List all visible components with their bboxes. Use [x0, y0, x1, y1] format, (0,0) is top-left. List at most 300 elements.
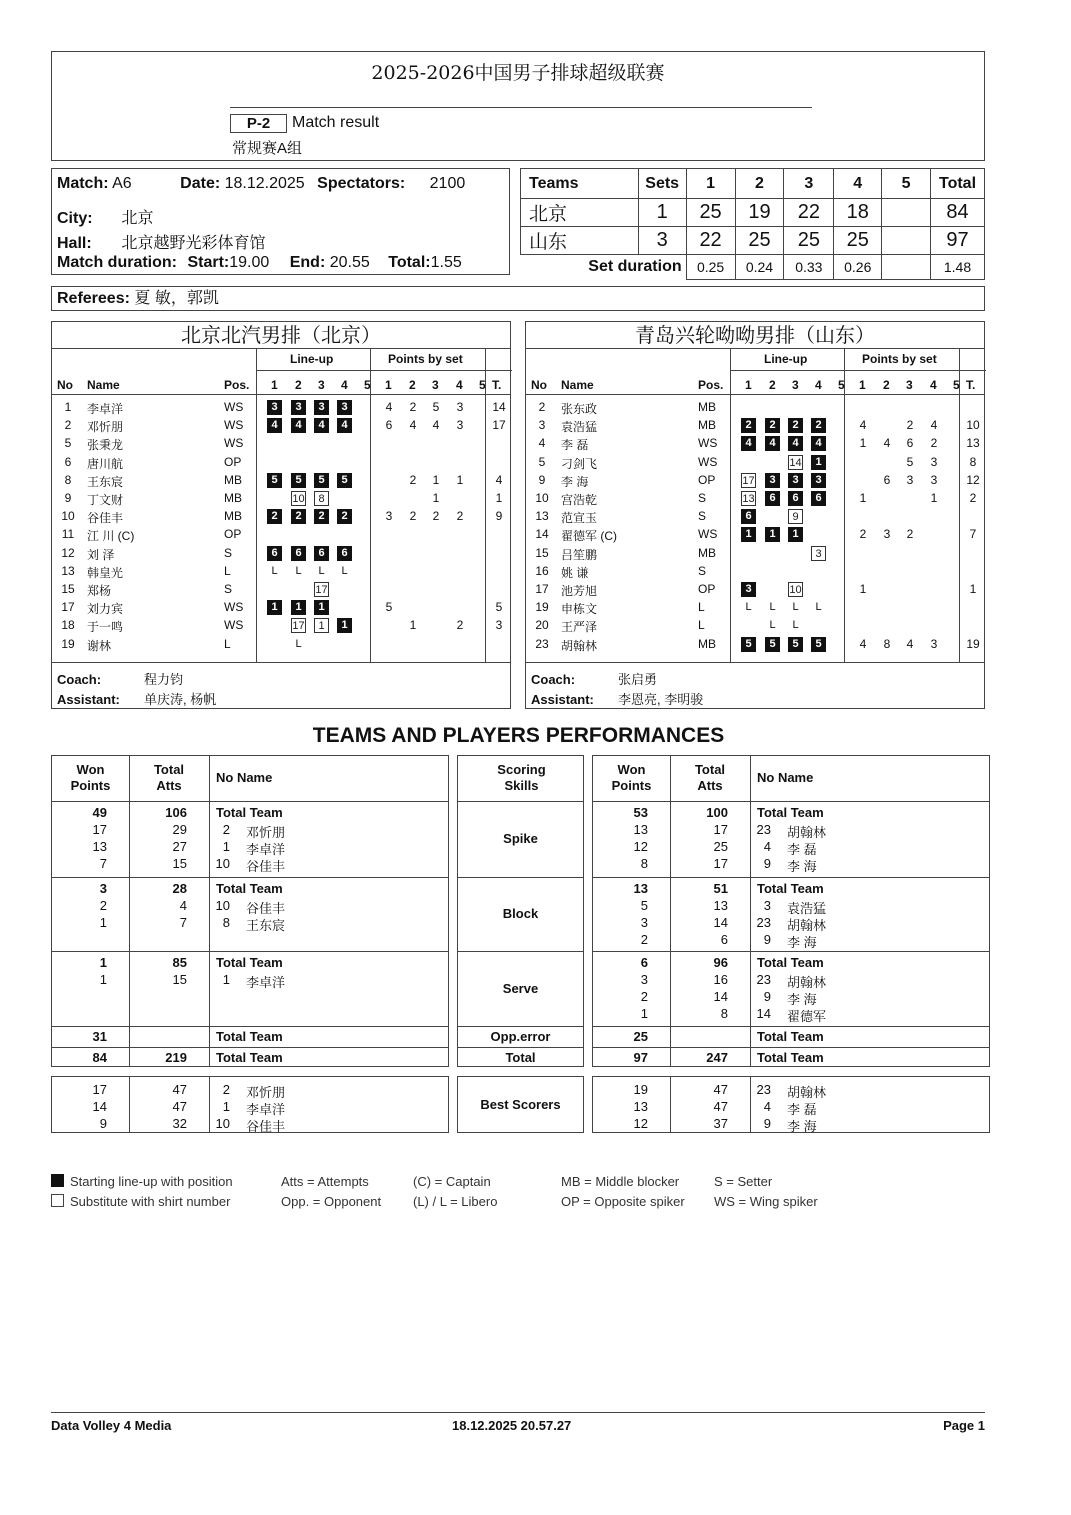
player-row [526, 635, 984, 653]
player-name: 李 海 [787, 992, 817, 1007]
set-3-header: 3 [784, 169, 834, 199]
player-row [52, 598, 510, 616]
player-name: 张秉龙 [87, 438, 124, 453]
player-name: 刘力宾 [87, 602, 124, 617]
player-row [52, 616, 510, 634]
player-position: MB [224, 472, 242, 487]
total-atts: 16 [713, 972, 728, 987]
player-name: Total Team [757, 1029, 824, 1044]
home-set-5 [882, 199, 931, 227]
player-position: WS [698, 436, 718, 451]
player-number: 16 [535, 563, 549, 578]
lineup-cell: 1 [811, 455, 826, 470]
set-points: 3 [883, 527, 891, 542]
player-number: 19 [61, 636, 75, 651]
player-position: MB [698, 418, 716, 433]
player-number: 2 [538, 400, 546, 414]
lineup-cell: 5 [291, 473, 306, 488]
total-label: Total: [388, 254, 431, 271]
total-atts: 14 [713, 989, 728, 1004]
player-name: 姚 谦 [561, 565, 589, 580]
player-no: 23 [756, 1082, 771, 1097]
lineup-cell: 6 [765, 491, 780, 506]
set-points: 4 [883, 436, 891, 451]
player-number: 1 [64, 400, 72, 414]
lineup-set-header: 1 [271, 378, 278, 392]
player-name: Total Team [216, 955, 283, 970]
won-points: 17 [92, 1082, 107, 1097]
home-set-4: 18 [834, 199, 882, 227]
lineup-cell: 10 [292, 493, 305, 505]
player-position: L [224, 563, 231, 578]
player-number: 13 [535, 509, 549, 524]
won-points: 5 [640, 898, 648, 913]
lineup-cell: 17 [292, 620, 305, 633]
away-roster [525, 321, 985, 709]
set-points: 2 [409, 509, 417, 524]
coach-label: Coach: [531, 672, 576, 687]
assistant-label: Assistant: [531, 692, 594, 707]
row-divider [52, 801, 448, 802]
player-total-points: 10 [966, 418, 980, 433]
player-position: S [698, 491, 707, 505]
lineup-cell: L [792, 601, 799, 614]
filled-square-icon [51, 1174, 64, 1187]
player-no: 10 [215, 898, 230, 913]
lineup-set-header: 2 [769, 378, 776, 392]
home-roster [51, 321, 511, 709]
player-total-points: 19 [966, 636, 980, 651]
player-position: MB [698, 545, 716, 560]
player-no: 2 [222, 822, 230, 837]
points-set-header: 5 [953, 378, 960, 392]
player-name: 王东宸 [87, 474, 124, 489]
assistant-names: 单庆涛, 杨帆 [144, 692, 217, 707]
player-row [52, 453, 510, 471]
page-footer [51, 1412, 985, 1433]
total-atts: 6 [720, 932, 728, 947]
home-team-short: 北京 [521, 199, 639, 227]
lineup-set-header: 5 [364, 378, 371, 392]
empty-square-icon [51, 1194, 64, 1207]
legend-captain: (C) = Captain [413, 1174, 491, 1189]
player-name: 范宣玉 [561, 511, 598, 526]
row-divider [458, 801, 583, 802]
player-name: 李 海 [787, 1119, 817, 1134]
match-number: A6 [112, 175, 132, 192]
column-divider [670, 756, 671, 1066]
player-number: 17 [61, 600, 75, 615]
won-points: 8 [640, 856, 648, 871]
player-position: MB [224, 491, 242, 505]
lineup-cell: 1 [765, 527, 780, 542]
legend-atts: Atts = Attempts [281, 1174, 369, 1189]
no-name-header: No Name [757, 770, 814, 785]
player-name: 刘 泽 [87, 547, 115, 562]
lineup-set-header: 3 [792, 378, 799, 392]
player-name: 唐川航 [87, 456, 124, 471]
set-points: 3 [456, 400, 464, 414]
player-number: 8 [64, 472, 72, 487]
player-position: L [698, 618, 705, 633]
won-points: 97 [633, 1050, 648, 1065]
player-no: 10 [215, 856, 230, 871]
won-points: 17 [92, 822, 107, 837]
set-points: 6 [883, 472, 891, 487]
player-number: 17 [535, 582, 549, 596]
player-name: 江 川 (C) [87, 529, 135, 544]
player-position: MB [698, 400, 716, 414]
set-4-duration: 0.26 [834, 255, 882, 280]
player-total-points: 13 [966, 436, 980, 451]
player-no: 4 [763, 839, 771, 854]
lineup-cell: 8 [314, 491, 329, 506]
away-set-1: 22 [686, 227, 735, 255]
total-atts: 85 [172, 955, 187, 970]
lineup-cell: 2 [337, 509, 352, 524]
points-set-header: 4 [456, 378, 463, 392]
row-divider [593, 1026, 989, 1027]
player-number: 19 [535, 600, 549, 615]
player-no: 9 [763, 1116, 771, 1131]
lineup-cell: 2 [291, 509, 306, 524]
name-header: Name [87, 378, 120, 392]
lineup-set-header: 5 [838, 378, 845, 392]
total-atts-header: Total Atts [153, 762, 185, 793]
best-scorers-right [592, 1076, 990, 1133]
set-2-header: 2 [735, 169, 784, 199]
best-scorers-label-box [457, 1076, 584, 1133]
coach-line [531, 669, 657, 688]
scoring-skills-column [457, 755, 584, 1067]
set-points: 3 [456, 418, 464, 433]
lineup-cell: 3 [337, 400, 352, 415]
player-name: 李 海 [787, 935, 817, 950]
lineup-cell: 4 [788, 436, 803, 451]
total-atts: 32 [172, 1116, 187, 1131]
set-points: 1 [859, 436, 867, 451]
lineup-cell: 5 [337, 473, 352, 488]
total-atts: 14 [713, 915, 728, 930]
lineup-cell: 6 [741, 509, 756, 524]
lineup-cell: 17 [742, 474, 755, 487]
player-row [526, 616, 984, 634]
column-divider [129, 1077, 130, 1132]
row-divider [52, 877, 448, 878]
player-position: WS [224, 600, 244, 615]
no-header: No [57, 378, 73, 392]
player-name: 李卓洋 [87, 402, 124, 416]
won-points: 9 [99, 1116, 107, 1131]
spectators-label: Spectators: [317, 175, 406, 192]
lineup-cell: 13 [742, 493, 755, 505]
points-set-header: 2 [409, 378, 416, 392]
player-position: S [224, 545, 233, 560]
total-duration: 1.55 [430, 254, 462, 271]
player-name: Total Team [757, 1050, 824, 1065]
total-atts: 28 [172, 881, 187, 896]
total-points-header: T. [492, 378, 502, 392]
player-no: 1 [222, 839, 230, 854]
roster-rule [52, 394, 510, 395]
pos-header: Pos. [224, 378, 250, 392]
lineup-cell: 3 [267, 400, 282, 415]
total-atts: 17 [713, 856, 728, 871]
player-row [52, 580, 510, 598]
player-row [52, 525, 510, 543]
referees-names: 夏 敏，郭凯 [134, 290, 219, 307]
assistant-line [531, 689, 703, 708]
player-no: 3 [763, 898, 771, 913]
legend-libero: (L) / L = Libero [413, 1194, 498, 1209]
player-number: 2 [64, 418, 72, 433]
player-name: Total Team [216, 805, 283, 820]
set-4-header: 4 [834, 169, 882, 199]
set-points: 3 [930, 636, 938, 651]
player-name: 胡翰林 [787, 825, 827, 840]
player-row [52, 635, 510, 653]
lineup-cell: 1 [337, 618, 352, 633]
lineup-cell: 1 [291, 600, 306, 615]
lineup-cell: 1 [314, 600, 329, 615]
lineup-cell: 2 [811, 418, 826, 433]
lineup-cell: 5 [811, 637, 826, 652]
won-points: 13 [92, 839, 107, 854]
column-divider [209, 756, 210, 1066]
total-atts: 37 [713, 1116, 728, 1131]
city-label: City: [57, 210, 93, 227]
lineup-cell: 3 [741, 582, 756, 597]
coach-line [57, 669, 183, 688]
set-points: 1 [859, 491, 867, 505]
player-no: 2 [222, 1082, 230, 1097]
player-name: 谢林 [87, 638, 112, 653]
player-position: WS [224, 418, 244, 433]
player-name: 胡翰林 [787, 918, 827, 933]
total-atts: 47 [713, 1082, 728, 1097]
total-atts: 7 [179, 915, 187, 930]
player-name: 王东宸 [246, 918, 286, 933]
match-info [51, 168, 510, 275]
legend-substitute [51, 1194, 230, 1209]
set-points: 6 [906, 436, 914, 451]
won-points: 49 [92, 805, 107, 820]
away-team-short: 山东 [521, 227, 639, 255]
total-atts: 17 [713, 822, 728, 837]
player-number: 14 [535, 527, 549, 542]
spectators-count: 2100 [429, 175, 466, 192]
column-divider [129, 756, 130, 1066]
lineup-cell: 3 [811, 473, 826, 488]
lineup-cell: L [295, 564, 302, 577]
won-points: 3 [99, 881, 107, 896]
set-points: 1 [930, 491, 938, 505]
away-total: 97 [931, 227, 985, 255]
match-date: 18.12.2025 [224, 175, 305, 192]
competition-title: 2025-2026中国男子排球超级联赛 [371, 62, 665, 84]
column-divider [209, 1077, 210, 1132]
lineup-header: Line-up [290, 352, 334, 366]
player-position: OP [224, 527, 242, 542]
player-position: MB [224, 509, 242, 524]
set-points: 1 [456, 472, 464, 487]
player-name: 谷佳丰 [246, 859, 286, 874]
hall-label: Hall: [57, 235, 92, 252]
legend-starting-text: Starting line-up with position [70, 1174, 233, 1189]
footer-page: Page 1 [943, 1418, 985, 1433]
player-no: 9 [763, 856, 771, 871]
won-points: 12 [633, 839, 648, 854]
lineup-set-header: 4 [341, 378, 348, 392]
team-name: 青岛兴轮呦呦男排（山东） [526, 322, 984, 349]
player-no: 1 [222, 972, 230, 987]
won-points: 1 [640, 1006, 648, 1021]
player-name: 邓忻朋 [87, 420, 124, 435]
player-name: 翟德军 [787, 1009, 827, 1024]
player-row [526, 398, 984, 416]
lineup-cell: 2 [788, 418, 803, 433]
lineup-cell: 1 [267, 600, 282, 615]
lineup-cell: L [295, 637, 302, 650]
player-position: S [224, 582, 233, 596]
legend-ws: WS = Wing spiker [714, 1194, 818, 1209]
best-scorers-left [51, 1076, 449, 1133]
scoreboard-row-home [521, 199, 985, 227]
row-divider [593, 877, 989, 878]
player-total-points: 7 [969, 527, 977, 542]
city-value: 北京 [121, 210, 154, 227]
legend-s: S = Setter [714, 1174, 773, 1189]
player-position: L [224, 636, 231, 651]
set-duration-row [521, 255, 985, 280]
performance-right-table [592, 755, 990, 1067]
name-header: Name [561, 378, 594, 392]
set-points: 2 [859, 527, 867, 542]
player-no: 23 [756, 822, 771, 837]
set-scoreboard [520, 168, 985, 275]
total-atts: 15 [172, 856, 187, 871]
player-name: 李 磊 [787, 842, 817, 857]
set-points: 4 [930, 418, 938, 433]
player-number: 9 [64, 491, 72, 505]
total-header: Total [931, 169, 985, 199]
legend-substitute-text: Substitute with shirt number [70, 1194, 231, 1209]
set-points: 2 [432, 509, 440, 524]
total-atts: 96 [713, 955, 728, 970]
won-points: 2 [99, 898, 107, 913]
total-atts: 15 [172, 972, 187, 987]
legend-starting [51, 1174, 233, 1189]
lineup-header: Line-up [764, 352, 808, 366]
won-points: 2 [640, 932, 648, 947]
lineup-cell: 3 [765, 473, 780, 488]
lineup-cell: L [769, 601, 776, 614]
header-rule [230, 107, 812, 108]
player-position: WS [698, 527, 718, 542]
points-set-header: 3 [432, 378, 439, 392]
player-name: 于一鸣 [87, 620, 124, 635]
won-points-header: Won Points [611, 762, 652, 793]
points-set-header: 3 [906, 378, 913, 392]
player-name: 翟德军 (C) [561, 529, 617, 544]
row-divider [593, 1047, 989, 1048]
skill-label: Block [502, 906, 539, 921]
player-number: 15 [535, 545, 549, 560]
player-no: 23 [756, 915, 771, 930]
player-number: 5 [538, 454, 546, 469]
player-no: 10 [215, 1116, 230, 1131]
won-points: 31 [92, 1029, 107, 1044]
row-divider [593, 951, 989, 952]
lineup-cell: 4 [811, 436, 826, 451]
set-5-header: 5 [882, 169, 931, 199]
away-set-5 [882, 227, 931, 255]
won-points: 53 [633, 805, 648, 820]
player-number: 6 [64, 454, 72, 469]
player-name: 胡翰林 [787, 975, 827, 990]
player-total-points: 1 [969, 582, 977, 596]
set-points: 3 [385, 509, 393, 524]
total-atts: 29 [172, 822, 187, 837]
total-atts: 219 [165, 1050, 187, 1065]
coach-label: Coach: [57, 672, 102, 687]
set-points: 4 [859, 636, 867, 651]
player-name: 李 海 [561, 474, 589, 489]
pos-header: Pos. [698, 378, 724, 392]
total-atts: 25 [713, 839, 728, 854]
player-no: 4 [763, 1099, 771, 1114]
player-position: S [698, 563, 707, 578]
set-duration-label: Set duration [521, 255, 687, 280]
player-name: Total Team [757, 955, 824, 970]
player-no: 9 [763, 989, 771, 1004]
points-set-header: 4 [930, 378, 937, 392]
set-1-header: 1 [686, 169, 735, 199]
set-points: 1 [432, 472, 440, 487]
total-atts: 47 [172, 1082, 187, 1097]
row-divider [52, 1047, 448, 1048]
player-total-points: 14 [492, 400, 506, 414]
player-number: 10 [61, 509, 75, 524]
date-label: Date: [180, 175, 221, 192]
legend-opp: Opp. = Opponent [281, 1194, 382, 1209]
lineup-cell: 9 [788, 509, 803, 524]
lineup-cell: 4 [291, 418, 306, 433]
duration-label: Match duration: [57, 254, 177, 271]
player-total-points: 1 [495, 491, 503, 505]
no-header: No [531, 378, 547, 392]
home-set-1: 25 [686, 199, 735, 227]
player-number: 3 [538, 418, 546, 433]
won-points: 1 [99, 972, 107, 987]
lineup-cell: 5 [788, 637, 803, 652]
performance-title: TEAMS AND PLAYERS PERFORMANCES [312, 724, 725, 747]
lineup-cell: L [341, 564, 348, 577]
total-atts: 51 [713, 881, 728, 896]
set-points: 4 [432, 418, 440, 433]
set-points: 6 [385, 418, 393, 433]
coach-name: 张启勇 [618, 672, 658, 687]
referees-label: Referees: [57, 290, 130, 307]
won-points: 7 [99, 856, 107, 871]
player-position: WS [224, 400, 244, 414]
total-set-duration: 1.48 [931, 255, 985, 280]
start-time: 19.00 [229, 254, 270, 271]
row-divider [458, 1047, 583, 1048]
set-points: 1 [859, 582, 867, 596]
player-row [52, 489, 510, 507]
set-5-duration [882, 255, 931, 280]
